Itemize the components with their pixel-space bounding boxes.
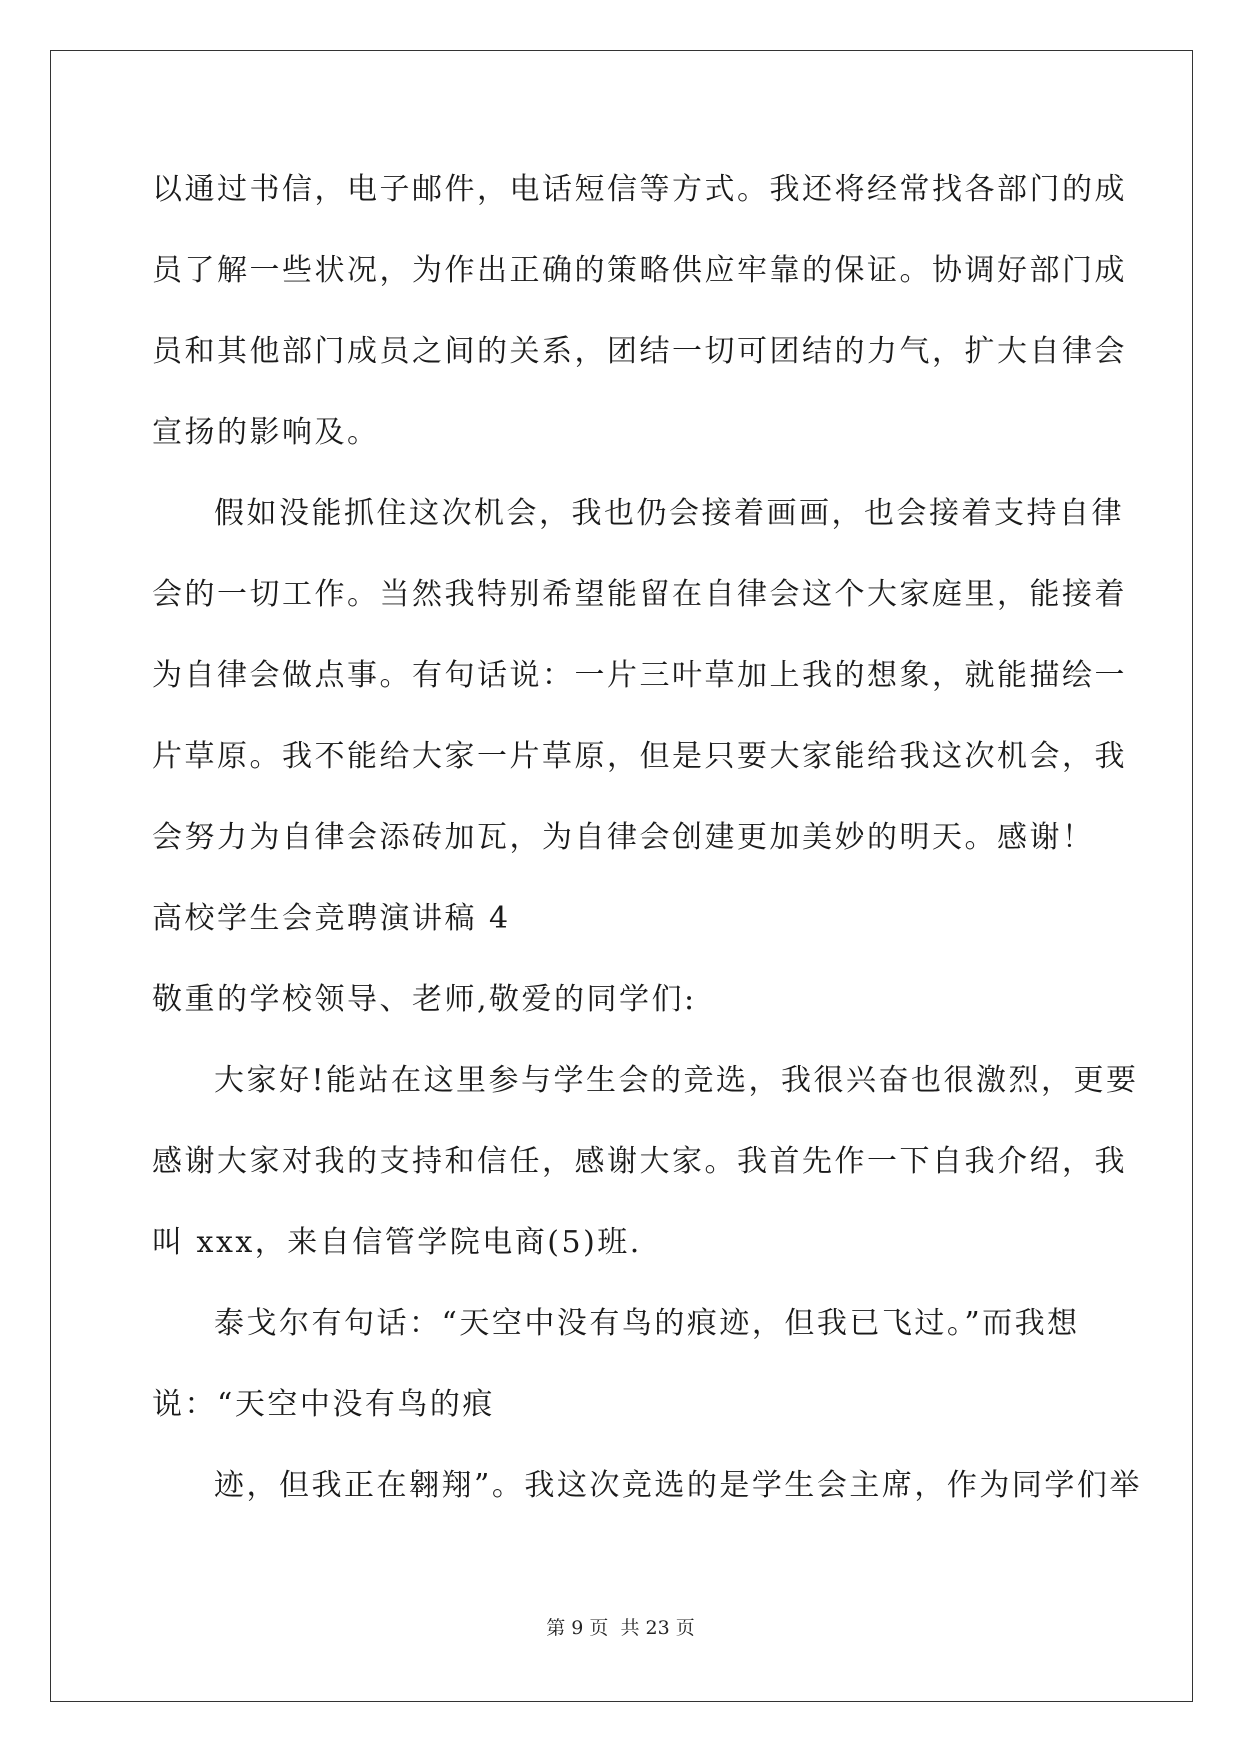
page-footer [0, 1613, 1241, 1640]
text-line: 员和其他部门成员之间的关系，团结一切可团结的力气，扩大自律会 [152, 334, 1127, 369]
section-heading: 高校学生会竞聘演讲稿 4 [152, 901, 511, 936]
paragraph-start-line: 大家好!能站在这里参与学生会的竞选，我很兴奋也很激烈，更要 [214, 1063, 1139, 1098]
text-line: 片草原。我不能给大家一片草原，但是只要大家能给我这次机会，我 [152, 739, 1127, 774]
text-line: 员了解一些状况，为作出正确的策略供应牢靠的保证。协调好部门成 [152, 253, 1127, 288]
salutation-line: 敬重的学校领导、老师,敬爱的同学们: [152, 982, 697, 1017]
paragraph-start-line: 迹，但我正在翱翔”。我这次竞选的是学生会主席，作为同学们举 [214, 1468, 1142, 1503]
text-line: 为自律会做点事。有句话说：一片三叶草加上我的想象，就能描绘一 [152, 658, 1127, 693]
text-line: 宣扬的影响及。 [152, 415, 380, 450]
text-line: 叫 xxx，来自信管学院电商(5)班. [152, 1225, 642, 1260]
paragraph-start-line: 假如没能抓住这次机会，我也仍会接着画画，也会接着支持自律 [214, 496, 1124, 531]
text-line: 说：“天空中没有鸟的痕 [152, 1387, 495, 1422]
text-line: 感谢大家对我的支持和信任，感谢大家。我首先作一下自我介绍，我 [152, 1144, 1127, 1179]
paragraph-start-line: 泰戈尔有句话：“天空中没有鸟的痕迹，但我已飞过。”而我想 [214, 1306, 1080, 1341]
text-line: 会努力为自律会添砖加瓦，为自律会创建更加美妙的明天。感谢！ [152, 820, 1095, 855]
text-line: 会的一切工作。当然我特别希望能留在自律会这个大家庭里，能接着 [152, 577, 1127, 612]
page-total: 共 23 页 [620, 1617, 695, 1639]
page-number: 第 9 页 [546, 1617, 609, 1639]
document-body [152, 160, 1142, 1537]
text-line: 以通过书信，电子邮件，电话短信等方式。我还将经常找各部门的成 [152, 172, 1127, 207]
